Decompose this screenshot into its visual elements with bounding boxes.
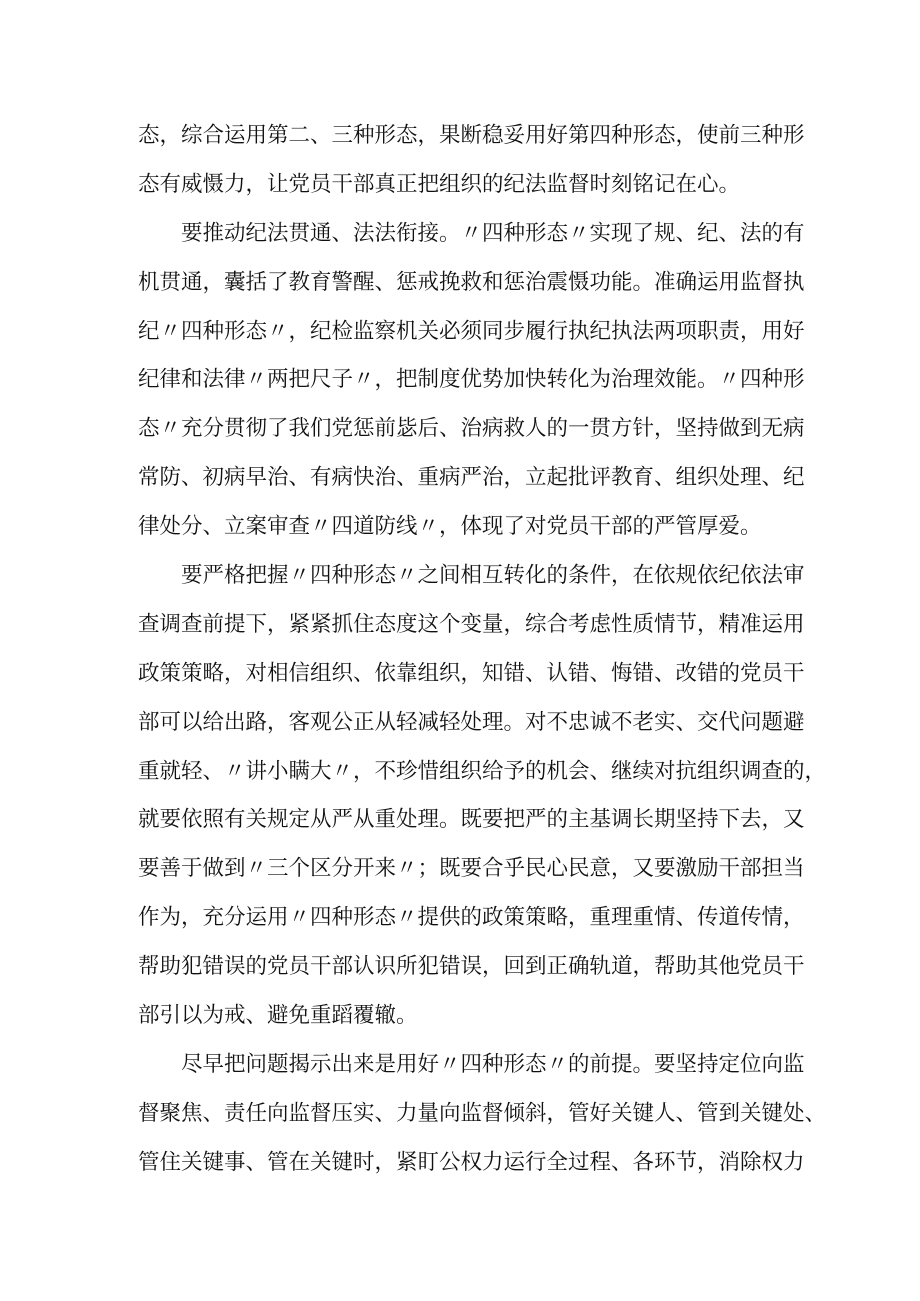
text-line: 机贯通，囊括了教育警醒、惩戒挽救和惩治震慑功能。准确运用监督执	[138, 269, 805, 295]
text-line: 态有威慑力，让党员干部真正把组织的纪法监督时刻铭记在心。	[138, 171, 741, 197]
text-line: 纪律和法律〃两把尺子〃，把制度优势加快转化为治理效能。〃四种形	[138, 367, 805, 393]
text-line: 纪〃四种形态〃，纪检监察机关必须同步履行执纪执法两项职责，用好	[138, 318, 805, 344]
text-line: 查调查前提下，紧紧抓住态度这个变量，综合考虑性质情节，精准运用	[138, 611, 805, 637]
text-line: 律处分、立案审查〃四道防线〃，体现了对党员干部的严管厚爱。	[138, 514, 762, 540]
text-line: 帮助犯错误的党员干部认识所犯错误，回到正确轨道，帮助其他党员干	[138, 954, 805, 980]
text-line: 部引以为戒、避免重蹈覆辙。	[138, 1003, 418, 1029]
document-body	[138, 112, 827, 1188]
text-line: 态，综合运用第二、三种形态，果断稳妥用好第四种形态，使前三种形	[138, 123, 805, 148]
text-line: 要推动纪法贯通、法法衔接。〃四种形态〃实现了规、纪、法的有	[181, 220, 805, 246]
text-line: 态〃充分贯彻了我们党惩前毖后、治病救人的一贯方针，坚持做到无病	[138, 416, 805, 442]
text-line: 尽早把问题揭示出来是用好〃四种形态〃的前提。要坚持定位向监	[181, 1051, 805, 1077]
text-line: 常防、初病早治、有病快治、重病严治，立起批评教育、组织处理、纪	[138, 465, 805, 491]
text-line: 要善于做到〃三个区分开来〃；既要合乎民心民意，又要激励干部担当	[138, 856, 805, 882]
text-line: 管住关键事、管在关键时，紧盯公权力运行全过程、各环节，消除权力	[138, 1149, 805, 1175]
text-line: 重就轻、〃讲小瞒大〃，不珍惜组织给予的机会、继续对抗组织调查的，	[138, 758, 827, 784]
text-line: 作为，充分运用〃四种形态〃提供的政策策略，重理重情、传道传情，	[138, 905, 805, 931]
text-line: 部可以给出路，客观公正从轻减轻处理。对不忠诚不老实、交代问题避	[138, 709, 805, 735]
text-line: 就要依照有关规定从严从重处理。既要把严的主基调长期坚持下去，又	[138, 807, 805, 833]
text-line: 要严格把握〃四种形态〃之间相互转化的条件，在依规依纪依法审	[181, 563, 805, 589]
text-line: 督聚焦、责任向监督压实、力量向监督倾斜，管好关键人、管到关键处、	[138, 1100, 827, 1126]
text-line: 政策策略，对相信组织、依靠组织，知错、认错、悔错、改错的党员干	[138, 660, 805, 686]
